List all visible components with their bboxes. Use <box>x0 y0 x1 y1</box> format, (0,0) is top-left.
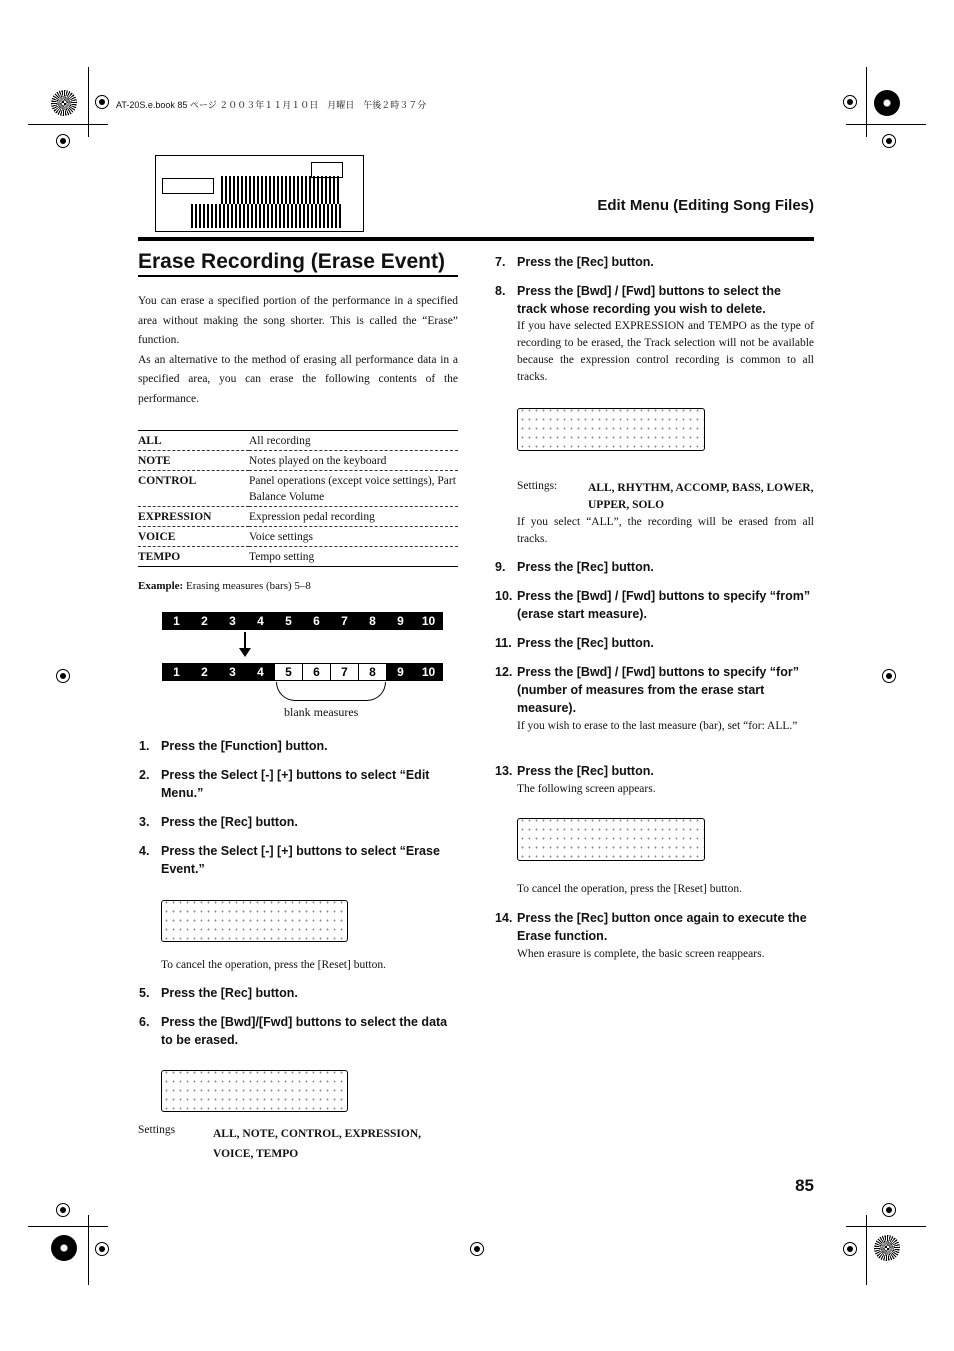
measure: 9 <box>386 663 415 681</box>
lcd-display <box>161 1070 348 1112</box>
content-desc: Notes played on the keyboard <box>249 451 458 471</box>
note-step-13: The following screen appears. <box>517 783 656 795</box>
content-desc: Tempo setting <box>249 547 458 567</box>
table-row <box>138 431 458 451</box>
step-11: 11. Press the [Rec] button. <box>495 636 654 650</box>
content-desc: Voice settings <box>249 527 458 547</box>
registration-mark-icon <box>95 95 109 109</box>
measure: 4 <box>246 663 275 681</box>
crop-mark <box>846 1226 926 1227</box>
measure: 2 <box>190 612 219 630</box>
print-header: AT-20S.e.book 85 ページ ２００３年１１月１０日 月曜日 午後２時３７分 <box>116 100 427 110</box>
settings-values: ALL, RHYTHM, ACCOMP, BASS, LOWER, UPPER, SOLO <box>588 482 814 511</box>
settings-label: Settings: <box>517 480 558 492</box>
content-name: ALL <box>138 431 249 451</box>
content-name: TEMPO <box>138 547 249 567</box>
settings-values: ALL, NOTE, CONTROL, EXPRESSION, VOICE, TEMPO <box>213 1128 421 1160</box>
measures-before <box>162 612 442 630</box>
step-6: 6. Press the [Bwd]/[Fwd] buttons to select the data to be erased. <box>139 1015 448 1047</box>
note-step-8: If you have selected EXPRESSION and TEMPO as the type of recording to be erased, the Track selection will not be available because the expression control recording is common to all tracks. <box>517 320 814 383</box>
contents-table <box>138 430 458 567</box>
crop-mark <box>28 124 108 125</box>
blank-measures-brace <box>276 682 386 701</box>
color-bar-disc-icon <box>51 1235 77 1261</box>
lcd-display <box>517 408 705 451</box>
page-number: 85 <box>795 1176 814 1195</box>
cancel-note: To cancel the operation, press the [Reset] button. <box>517 883 742 895</box>
section-header: Edit Menu (Editing Song Files) <box>597 197 814 214</box>
measure: 8 <box>358 612 387 630</box>
step-12: 12. Press the [Bwd] / [Fwd] buttons to specify “for” (number of measures from the erase start measure). <box>495 665 799 715</box>
step-14: 14. Press the [Rec] button once again to execute the Erase function. <box>495 911 807 943</box>
table-row <box>138 507 458 527</box>
measure: 3 <box>218 612 247 630</box>
registration-mark-icon <box>882 134 896 148</box>
registration-mark-icon <box>843 1242 857 1256</box>
measure: 5 <box>274 612 303 630</box>
registration-mark-icon <box>56 669 70 683</box>
measure: 10 <box>414 612 443 630</box>
measure: 3 <box>218 663 247 681</box>
blank-measure: 5 <box>274 663 303 681</box>
content-desc: Expression pedal recording <box>249 507 458 527</box>
table-row <box>138 451 458 471</box>
intro-paragraph: As an alternative to the method of erasing all performance data in a specified area, you can erase the following contents of the performance. <box>138 353 458 405</box>
note-all: If you select “ALL”, the recording will be erased from all tracks. <box>517 516 814 545</box>
step-9: 9. Press the [Rec] button. <box>495 560 654 574</box>
blank-measure: 7 <box>330 663 359 681</box>
example-label: Example: <box>138 580 184 592</box>
example-text: Erasing measures (bars) 5–8 <box>185 580 311 592</box>
content-name: CONTROL <box>138 471 249 507</box>
blank-measures-label: blank measures <box>284 705 359 719</box>
step-5: 5. Press the [Rec] button. <box>139 986 298 1000</box>
table-row <box>138 527 458 547</box>
registration-mark-icon <box>882 669 896 683</box>
lcd-display <box>161 900 348 942</box>
step-13: 13. Press the [Rec] button. <box>495 764 654 778</box>
blank-measure: 6 <box>302 663 331 681</box>
step-8: 8. Press the [Bwd] / [Fwd] buttons to select the track whose recording you wish to delete. <box>495 284 781 316</box>
measure: 6 <box>302 612 331 630</box>
registration-mark-icon <box>882 1203 896 1217</box>
content-desc: All recording <box>249 431 458 451</box>
registration-mark-icon <box>470 1242 484 1256</box>
step-4: 4. Press the Select [-] [+] buttons to select “Erase Event.” <box>139 844 440 876</box>
content-name: VOICE <box>138 527 249 547</box>
note-step-12: If you wish to erase to the last measure (bar), set “for: ALL.” <box>517 720 798 732</box>
step-1: 1. Press the [Function] button. <box>139 739 328 753</box>
note-step-14: When erasure is complete, the basic screen reappears. <box>517 948 765 960</box>
content-name: EXPRESSION <box>138 507 249 527</box>
lcd-display <box>517 818 705 861</box>
crop-mark <box>28 1226 108 1227</box>
measure: 7 <box>330 612 359 630</box>
down-arrow-head <box>239 648 251 657</box>
crop-mark <box>846 124 926 125</box>
header-rule <box>138 237 814 241</box>
step-10: 10. Press the [Bwd] / [Fwd] buttons to specify “from” (erase start measure). <box>495 589 811 621</box>
table-row <box>138 547 458 567</box>
measure: 4 <box>246 612 275 630</box>
crop-mark <box>866 67 867 137</box>
crop-mark <box>88 67 89 137</box>
measure: 9 <box>386 612 415 630</box>
table-row <box>138 471 458 507</box>
measure: 2 <box>190 663 219 681</box>
measures-after <box>162 663 442 681</box>
organ-illustration <box>155 155 364 232</box>
measure: 10 <box>414 663 443 681</box>
registration-mark-icon <box>843 95 857 109</box>
color-bar-disc-icon <box>51 90 77 116</box>
page-title: Erase Recording (Erase Event) <box>138 250 458 277</box>
color-bar-disc-icon <box>874 90 900 116</box>
content-desc: Panel operations (except voice settings), Part Balance Volume <box>249 471 458 507</box>
registration-mark-icon <box>95 1242 109 1256</box>
registration-mark-icon <box>56 134 70 148</box>
measure: 1 <box>162 663 191 681</box>
blank-measure: 8 <box>358 663 387 681</box>
content-name: NOTE <box>138 451 249 471</box>
registration-mark-icon <box>56 1203 70 1217</box>
cancel-note: To cancel the operation, press the [Reset] button. <box>161 959 386 971</box>
color-bar-disc-icon <box>874 1235 900 1261</box>
step-7: 7. Press the [Rec] button. <box>495 255 654 269</box>
settings-label: Settings <box>138 1124 176 1136</box>
intro-paragraph: You can erase a specified portion of the performance in a specified area without making the song shorter. This is called the “Erase” function. <box>138 295 458 346</box>
measure: 1 <box>162 612 191 630</box>
step-2: 2. Press the Select [-] [+] buttons to select “Edit Menu.” <box>139 768 430 800</box>
step-3: 3. Press the [Rec] button. <box>139 815 298 829</box>
